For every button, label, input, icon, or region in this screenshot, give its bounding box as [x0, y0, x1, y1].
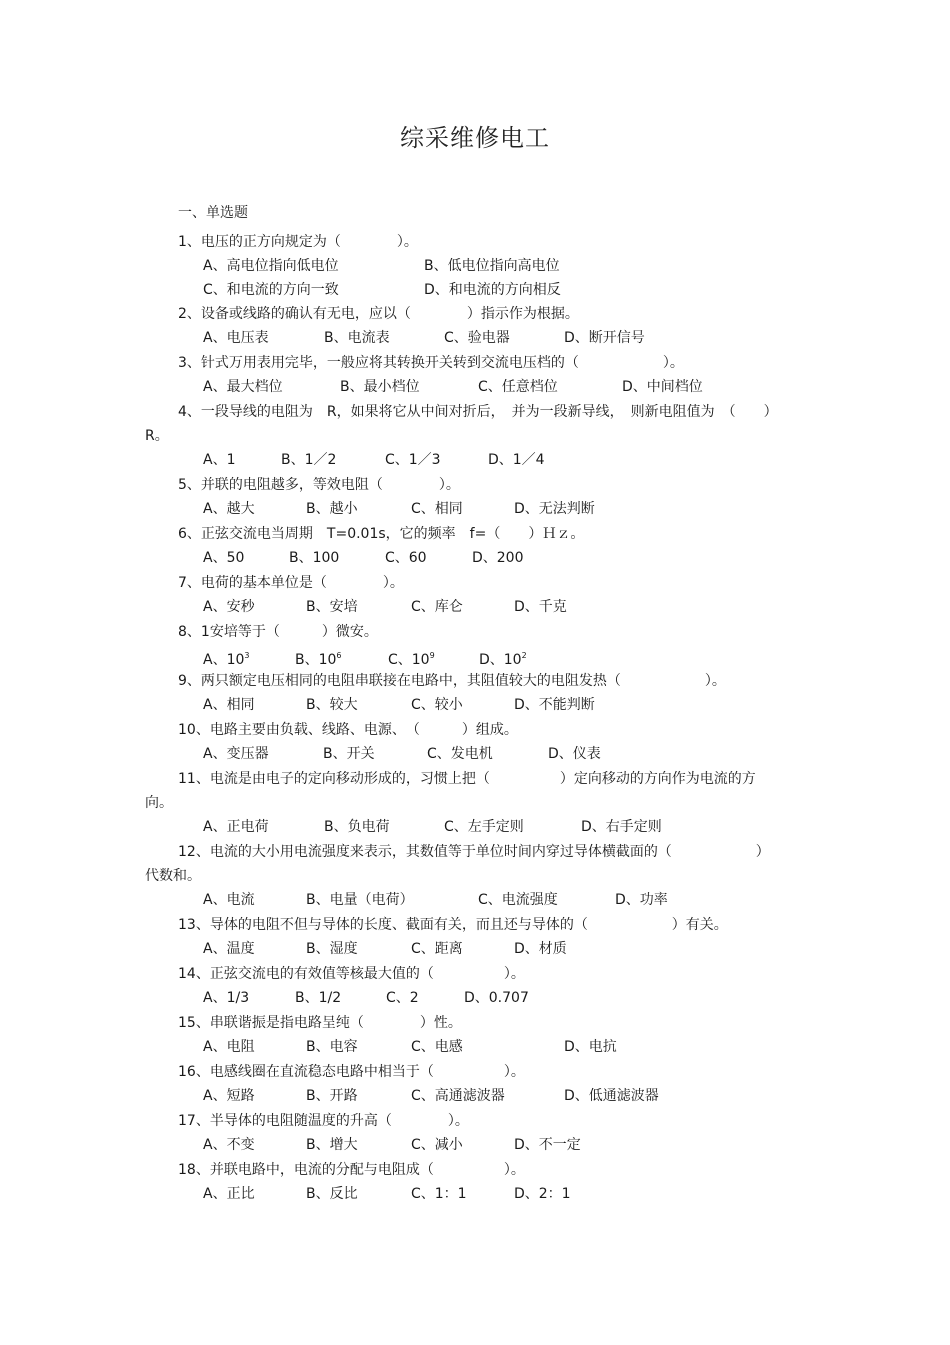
answer-option — [203, 888, 255, 912]
answer-option-text: A、安秒 — [203, 599, 255, 615]
question-stem: 1、电压的正方向规定为（ ）。 — [178, 234, 418, 250]
answer-option — [464, 986, 529, 1010]
answer-option — [203, 254, 339, 278]
option-row — [203, 375, 950, 400]
answer-option — [203, 595, 255, 619]
question-item — [0, 473, 950, 522]
answer-option-text: C、减小 — [411, 1137, 463, 1153]
answer-option-text: B、较大 — [306, 697, 358, 713]
answer-option — [411, 1133, 463, 1157]
answer-option-text: C、较小 — [411, 697, 463, 713]
answer-option-text: D、不一定 — [514, 1137, 581, 1153]
answer-option-text: C、和电流的方向一致 — [203, 282, 339, 298]
answer-option-text: B、电流表 — [324, 330, 390, 346]
answer-option-text: A、温度 — [203, 941, 255, 957]
answer-option — [306, 1133, 358, 1157]
answer-option-text: D、不能判断 — [514, 697, 595, 713]
answer-option-text: A、1 — [203, 452, 236, 468]
answer-option — [411, 1035, 463, 1059]
answer-option — [479, 644, 527, 672]
answer-option-text: B、反比 — [306, 1186, 358, 1202]
question-item — [0, 1060, 950, 1109]
answer-option — [306, 693, 358, 717]
answer-option — [385, 448, 441, 472]
question-item — [0, 522, 950, 571]
answer-option — [306, 888, 414, 912]
option-row — [203, 448, 950, 473]
answer-option — [472, 546, 524, 570]
answer-option — [203, 326, 269, 350]
question-stem: 16、电感线圈在直流稳态电路中相当于（ ）。 — [178, 1064, 525, 1080]
answer-option — [564, 326, 645, 350]
answer-option — [295, 644, 342, 672]
answer-option — [203, 937, 255, 961]
answer-option-text: A、10 — [203, 652, 245, 668]
answer-option-text: C、2 — [386, 990, 419, 1006]
question-stem-continued: 向。 — [145, 795, 173, 811]
question-item — [0, 400, 950, 473]
answer-option — [548, 742, 601, 766]
answer-option — [514, 497, 595, 521]
answer-option — [478, 888, 558, 912]
answer-option-text: C、1：1 — [411, 1186, 467, 1202]
answer-option — [203, 497, 255, 521]
answer-option-text: C、电流强度 — [478, 892, 558, 908]
answer-option-text: D、0.707 — [464, 990, 529, 1006]
question-stem: 3、针式万用表用完毕，一般应将其转换开关转到交流电压档的（ ）。 — [178, 355, 684, 371]
answer-option-text: D、功率 — [615, 892, 668, 908]
answer-option — [411, 693, 463, 717]
answer-option-text: D、1／4 — [488, 452, 545, 468]
question-item — [0, 840, 950, 913]
option-row — [203, 254, 950, 278]
answer-option — [203, 375, 283, 399]
question-stem: 18、并联电路中，电流的分配与电阻成（ ）。 — [178, 1162, 525, 1178]
answer-option — [514, 595, 567, 619]
option-row — [203, 1133, 950, 1158]
question-stem: 6、正弦交流电当周期 T=0.01s，它的频率 f=（ ）Ｈｚ。 — [178, 526, 585, 542]
answer-option-text: B、开路 — [306, 1088, 358, 1104]
option-row — [203, 1084, 950, 1109]
answer-option-text: A、正电荷 — [203, 819, 269, 835]
answer-option-text: B、最小档位 — [340, 379, 420, 395]
answer-option — [281, 448, 336, 472]
answer-option-text: B、安培 — [306, 599, 358, 615]
question-stem: 17、半导体的电阻随温度的升高（ ）。 — [178, 1113, 469, 1129]
answer-option-text: C、发电机 — [427, 746, 493, 762]
question-stem: 5、并联的电阻越多，等效电阻（ ）。 — [178, 477, 460, 493]
answer-option — [306, 1182, 358, 1206]
option-row — [203, 278, 950, 302]
answer-option-text: B、湿度 — [306, 941, 358, 957]
answer-option-text: D、中间档位 — [622, 379, 703, 395]
answer-option-text: B、10 — [295, 652, 337, 668]
answer-option — [340, 375, 420, 399]
answer-option-text: B、100 — [289, 550, 340, 566]
answer-option-text: C、左手定则 — [444, 819, 524, 835]
answer-option — [388, 644, 435, 672]
answer-option — [411, 937, 463, 961]
exponent: 9 — [429, 651, 435, 660]
answer-option-text: B、越小 — [306, 501, 358, 517]
answer-option-text: D、材质 — [514, 941, 567, 957]
answer-option-text: C、相同 — [411, 501, 463, 517]
exponent: 2 — [521, 651, 527, 660]
answer-option-text: D、断开信号 — [564, 330, 645, 346]
answer-option — [203, 742, 269, 766]
answer-option-text: D、低通滤波器 — [564, 1088, 659, 1104]
option-row — [203, 1182, 950, 1207]
answer-option-text: B、低电位指向高电位 — [424, 258, 560, 274]
question-item — [0, 620, 950, 669]
question-item — [0, 1109, 950, 1158]
answer-option — [324, 815, 390, 839]
exponent: 3 — [244, 651, 250, 660]
answer-option — [622, 375, 703, 399]
question-stem: 9、两只额定电压相同的电阻串联接在电路中，其阻值较大的电阻发热（ ）。 — [178, 673, 726, 689]
question-stem: 11、电流是由电子的定向移动形成的，习惯上把（ ）定向移动的方向作为电流的方 — [178, 771, 756, 787]
option-row — [203, 986, 950, 1011]
answer-option-text: D、和电流的方向相反 — [424, 282, 561, 298]
option-row — [203, 326, 950, 351]
answer-option-text: A、不变 — [203, 1137, 255, 1153]
answer-option-text: B、电量（电荷） — [306, 892, 414, 908]
answer-option — [514, 937, 567, 961]
answer-option-text: B、增大 — [306, 1137, 358, 1153]
question-item — [0, 718, 950, 767]
answer-option — [478, 375, 558, 399]
answer-option-text: D、200 — [472, 550, 524, 566]
answer-option — [306, 1084, 358, 1108]
answer-option — [386, 986, 419, 1010]
answer-option — [581, 815, 662, 839]
answer-option-text: C、库仑 — [411, 599, 463, 615]
answer-option — [306, 1035, 358, 1059]
answer-option-text: D、仪表 — [548, 746, 601, 762]
answer-option-text: D、10 — [479, 652, 522, 668]
answer-option-text: A、最大档位 — [203, 379, 283, 395]
answer-option-text: A、50 — [203, 550, 245, 566]
section-heading: 一、单选题 — [178, 205, 248, 221]
option-row — [203, 937, 950, 962]
question-stem: 8、1安培等于（ ）微安。 — [178, 624, 378, 640]
document-title: 综采维修电工 — [400, 124, 550, 152]
answer-option — [444, 326, 510, 350]
question-stem: 4、一段导线的电阻为 R，如果将它从中间对折后， 并为一段新导线， 则新电阻值为 （ ） — [178, 404, 778, 420]
answer-option-text: D、千克 — [514, 599, 567, 615]
answer-option — [203, 1035, 255, 1059]
answer-option-text: A、正比 — [203, 1186, 255, 1202]
answer-option-text: A、短路 — [203, 1088, 255, 1104]
question-stem-continued: R。 — [145, 428, 169, 444]
answer-option-text: A、1/3 — [203, 990, 250, 1006]
option-row — [203, 742, 950, 767]
answer-option-text: C、距离 — [411, 941, 463, 957]
exponent: 6 — [336, 651, 342, 660]
answer-option — [323, 742, 375, 766]
answer-option — [289, 546, 339, 570]
question-item — [0, 302, 950, 351]
question-item — [0, 1011, 950, 1060]
question-stem: 13、导体的电阻不但与导体的长度、截面有关，而且还与导体的（ ）有关。 — [178, 917, 728, 933]
question-item — [0, 571, 950, 620]
answer-option-text: B、开关 — [323, 746, 375, 762]
question-stem-continued: 代数和。 — [145, 868, 201, 884]
option-row — [203, 888, 950, 913]
answer-option — [324, 326, 390, 350]
answer-option — [488, 448, 545, 472]
answer-option — [615, 888, 668, 912]
question-stem: 15、串联谐振是指电路呈纯（ ）性。 — [178, 1015, 462, 1031]
question-item — [0, 1158, 950, 1207]
answer-option-text: D、无法判断 — [514, 501, 595, 517]
question-item — [0, 767, 950, 840]
answer-option-text: B、1／2 — [281, 452, 337, 468]
question-item — [0, 230, 950, 302]
answer-option — [564, 1084, 659, 1108]
answer-option-text: D、2：1 — [514, 1186, 571, 1202]
answer-option-text: D、电抗 — [564, 1039, 617, 1055]
answer-option-text: A、电阻 — [203, 1039, 255, 1055]
answer-option — [203, 546, 244, 570]
option-row — [203, 693, 950, 718]
answer-option — [427, 742, 493, 766]
answer-option — [203, 693, 255, 717]
answer-option — [424, 278, 561, 302]
answer-option — [411, 595, 463, 619]
question-stem: 2、设备或线路的确认有无电，应以（ ）指示作为根据。 — [178, 306, 579, 322]
answer-option — [306, 937, 358, 961]
question-item — [0, 962, 950, 1011]
option-row — [203, 546, 950, 571]
option-row — [203, 815, 950, 840]
answer-option-text: A、电压表 — [203, 330, 269, 346]
answer-option-text: C、任意档位 — [478, 379, 558, 395]
answer-option — [514, 1182, 571, 1206]
answer-option-text: B、电容 — [306, 1039, 358, 1055]
answer-option — [514, 1133, 581, 1157]
option-row — [203, 497, 950, 522]
answer-option-text: C、1／3 — [385, 452, 441, 468]
question-list — [0, 230, 950, 1207]
answer-option — [411, 1084, 505, 1108]
answer-option — [306, 595, 358, 619]
answer-option — [424, 254, 560, 278]
answer-option-text: C、电感 — [411, 1039, 463, 1055]
answer-option — [411, 497, 463, 521]
option-row — [203, 1035, 950, 1060]
answer-option-text: A、变压器 — [203, 746, 269, 762]
answer-option — [295, 986, 341, 1010]
answer-option-text: B、负电荷 — [324, 819, 390, 835]
answer-option-text: A、电流 — [203, 892, 255, 908]
question-item — [0, 669, 950, 718]
answer-option — [203, 986, 249, 1010]
answer-option — [203, 1133, 255, 1157]
answer-option — [514, 693, 595, 717]
answer-option — [306, 497, 358, 521]
question-stem: 12、电流的大小用电流强度来表示，其数值等于单位时间内穿过导体横截面的（ ） — [178, 844, 770, 860]
answer-option-text: A、相同 — [203, 697, 255, 713]
question-stem: 10、电路主要由负载、线路、电源、 （ ）组成。 — [178, 722, 518, 738]
answer-option — [564, 1035, 617, 1059]
answer-option — [203, 1182, 255, 1206]
question-item — [0, 913, 950, 962]
answer-option — [444, 815, 524, 839]
question-item — [0, 351, 950, 400]
answer-option — [203, 278, 339, 302]
question-stem: 7、电荷的基本单位是（ ）。 — [178, 575, 404, 591]
answer-option-text: D、右手定则 — [581, 819, 662, 835]
answer-option-text: C、60 — [385, 550, 427, 566]
option-row — [203, 644, 950, 669]
question-stem: 14、正弦交流电的有效值等核最大值的（ ）。 — [178, 966, 525, 982]
answer-option-text: B、1/2 — [295, 990, 342, 1006]
answer-option-text: C、10 — [388, 652, 430, 668]
answer-option — [203, 644, 250, 672]
answer-option — [203, 815, 269, 839]
answer-option-text: A、越大 — [203, 501, 255, 517]
answer-option-text: C、高通滤波器 — [411, 1088, 505, 1104]
option-row — [203, 595, 950, 620]
answer-option — [203, 448, 235, 472]
answer-option-text: A、高电位指向低电位 — [203, 258, 339, 274]
answer-option-text: C、验电器 — [444, 330, 510, 346]
answer-option — [385, 546, 427, 570]
answer-option — [411, 1182, 467, 1206]
answer-option — [203, 1084, 255, 1108]
